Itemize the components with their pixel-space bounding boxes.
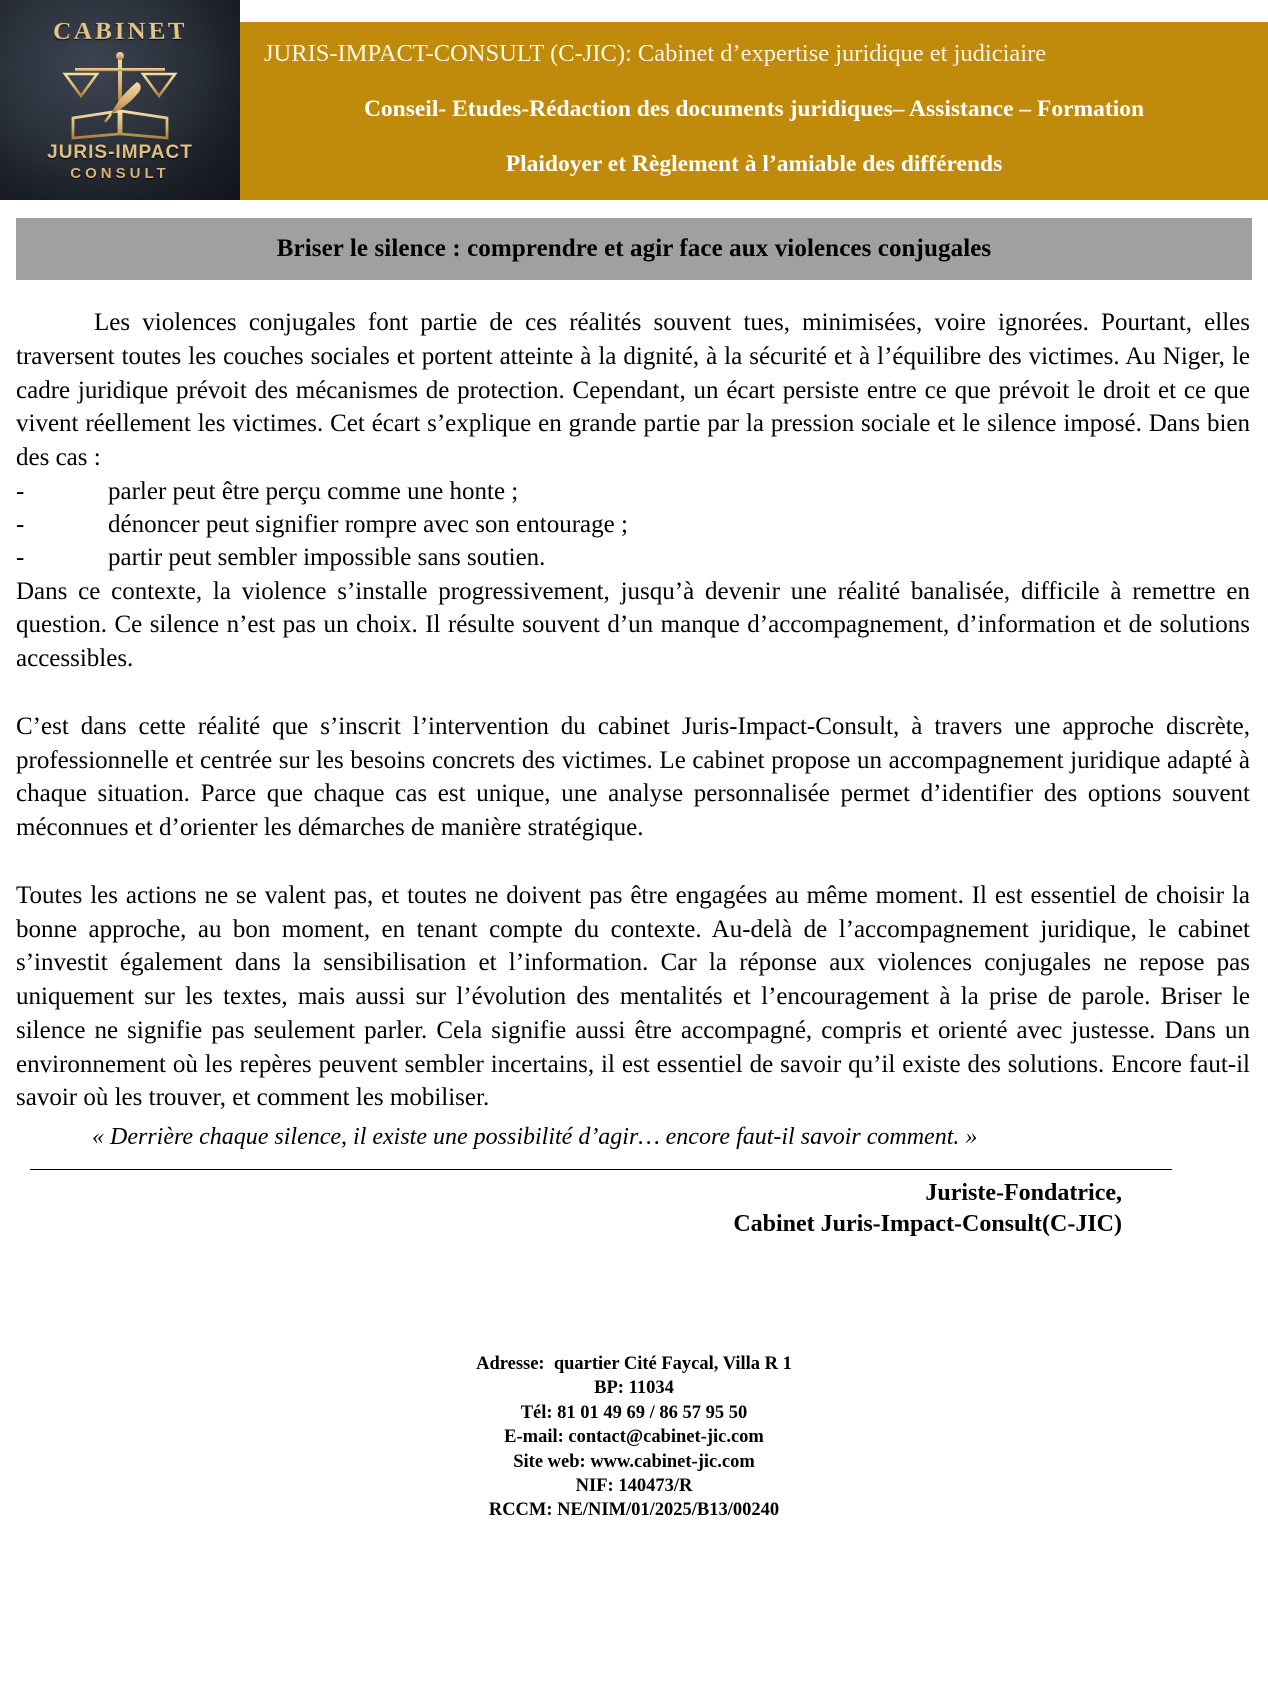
list-bullet-marker: - [16, 544, 25, 572]
letterhead [0, 0, 1268, 200]
list-item [16, 475, 1250, 508]
list-item-label: parler peut être perçu comme une honte ; [108, 477, 519, 505]
signature-block [16, 1178, 1250, 1241]
paragraph-cabinet-approach: C’est dans cette réalité que s’inscrit l’intervention du cabinet Juris-Impact-Consult, à travers une approche discrète, professionnelle et centrée sur les besoins concrets des victimes. Le cabinet propose un accompagnement juridique adapté à chaque situation. Parce que chaque cas est unique, une analyse personnalisée permet d’identifier des options souvent méconnues et d’orienter les démarches de manière stratégique. [16, 712, 1250, 841]
footer-address: Adresse: quartier Cité Faycal, Villa R 1 [476, 1354, 792, 1374]
footer-po-box: BP: 11034 [594, 1378, 674, 1399]
paragraph-context: Dans ce contexte, la violence s’installe progressivement, jusqu’à devenir une réalité banalisée, difficile à remettre en question. Ce silence n’est pas un choix. Il résulte souvent d’un manque d’accompagnement, d’information et de solutions accessibles. [16, 577, 1250, 672]
signature-divider [30, 1169, 1172, 1170]
banner-company-line: JURIS-IMPACT-CONSULT (C-JIC): Cabinet d’expertise juridique et judiciaire [264, 39, 1047, 67]
barriers-list [16, 475, 1250, 575]
paragraph-actions: Toutes les actions ne se valent pas, et toutes ne doivent pas être engagées au même moment. Il est essentiel de choisir la bonne approche, au bon moment, en tenant compte du contexte. Au-delà de l’accompagnement juridique, le cabinet s’investit également dans la sensibilisation et l’information. Car la réponse aux violences conjugales ne repose pas uniquement sur les textes, mais aussi sur l’évolution des mentalités et l’encouragement à la prise de parole. Briser le silence ne signifie pas seulement parler. Cela signifie aussi être accompagné, compris et orienté avec justesse. Dans un environnement où les repères peuvent sembler incertains, il est essentiel de savoir qu’il existe des solutions. Encore faut-il savoir où les trouver, et comment les mobiliser. [16, 881, 1250, 1112]
signature-organisation: Cabinet Juris-Impact-Consult(C-JIC) [733, 1211, 1122, 1238]
list-item-label: partir peut sembler impossible sans soutien. [108, 544, 546, 572]
paragraph-gap [16, 676, 1250, 710]
footer-phone: Tél: 81 01 49 69 / 86 57 95 50 [520, 1402, 748, 1423]
pull-quote: « Derrière chaque silence, il existe une possibilité d’agir… encore faut-il savoir comment. » [92, 1124, 978, 1150]
logo-top-word: CABINET [51, 18, 189, 46]
company-logo [0, 0, 240, 200]
page-title: Briser le silence : comprendre et agir face aux violences conjugales [276, 235, 992, 262]
document-title-band [16, 218, 1252, 280]
list-item [16, 508, 1250, 541]
list-item [16, 541, 1250, 574]
scales-book-quill-icon [59, 48, 181, 140]
letterhead-banner [240, 22, 1268, 200]
paragraph-gap [16, 845, 1250, 879]
logo-sub-word: CONSULT [70, 164, 170, 182]
logo-main-word: JURIS-IMPACT [47, 142, 193, 164]
list-item-label: dénoncer peut signifier rompre avec son entourage ; [108, 511, 628, 538]
footer-website: Site web: www.cabinet-jic.com [513, 1451, 755, 1472]
footer-rccm: RCCM: NE/NIM/01/2025/B13/00240 [488, 1500, 780, 1521]
footer-email: E-mail: contact@cabinet-jic.com [504, 1427, 764, 1448]
contact-footer [0, 1352, 1268, 1523]
paragraph-intro: Les violences conjugales font partie de ces réalités souvent tues, minimisées, voire ignorées. Pourtant, elles traversent toutes les couches sociales et portent atteinte à la dignité, à la sécurité et à l’équilibre des victimes. Au Niger, le cadre juridique prévoit des mécanismes de protection. Cependant, un écart persiste entre ce que prévoit le droit et ce que vivent réellement les victimes. Cet écart s’explique en grande partie par la pression sociale et le silence imposé. Dans bien des cas : [16, 309, 1250, 471]
signature-role: Juriste-Fondatrice, [925, 1179, 1122, 1206]
footer-nif: NIF: 140473/R [575, 1476, 693, 1497]
banner-services-line: Conseil- Etudes-Rédaction des documents juridiques– Assistance – Formation [363, 95, 1145, 122]
banner-tagline: Plaidoyer et Règlement à l’amiable des différends [505, 150, 1003, 177]
list-bullet-marker: - [16, 511, 25, 538]
list-bullet-marker: - [16, 477, 25, 505]
document-body [0, 306, 1268, 1241]
